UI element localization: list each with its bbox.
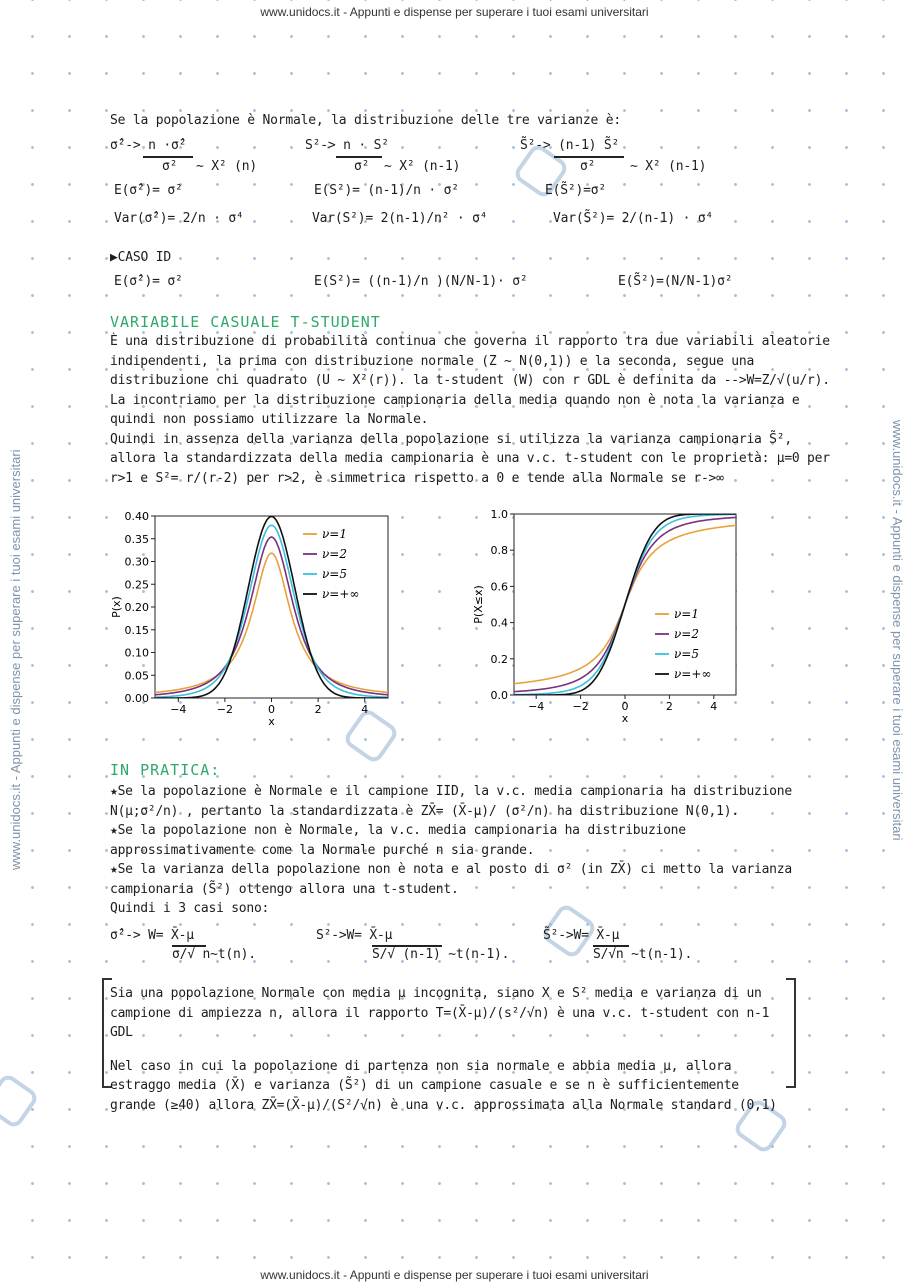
caso-expectation-3: E(S̃²)=(N/N-1)σ² [618, 274, 733, 289]
variance-1-distribution: ~ X² (n) [196, 159, 258, 174]
section-title-tstudent: VARIABILE CASUALE T-STUDENT [110, 313, 381, 331]
legend-entry: ν=+∞ [674, 667, 712, 681]
y-tick-label: 0.05 [124, 669, 149, 683]
y-tick-label: 0.0 [490, 689, 508, 702]
plot-frame [155, 516, 388, 698]
expectation-1: E(σ̂²)= σ² [114, 183, 183, 198]
header-watermark: www.unidocs.it - Appunti e dispense per superare i tuoi esami universitari [260, 5, 649, 19]
y-tick-label: 0.20 [124, 601, 149, 614]
legend-entry: ν=5 [674, 647, 699, 661]
pratica-cases-intro: Quindi i 3 casi sono: [110, 901, 270, 916]
y-tick-label: 0.4 [490, 616, 508, 630]
case-1-denominator: σ/√ n~t(n). [172, 947, 256, 962]
x-tick-label: 4 [361, 703, 369, 716]
y-axis-label: P(x) [110, 596, 123, 618]
variance-1-formula: σ̂²-> n ·σ̂² [110, 138, 187, 153]
case-3-denominator: S̃/√n ~t(n-1). [593, 947, 693, 962]
variance-3-denominator: σ² [580, 159, 596, 174]
x-tick-label: 4 [710, 700, 718, 713]
y-tick-label: 0.00 [124, 692, 149, 705]
y-tick-label: 0.10 [124, 646, 149, 660]
tstudent-paragraph-2: La incontriamo per la distribuzione campionaria della media quando non è nota la varianza e quindi non possiamo utilizzare la Normale. [110, 392, 800, 427]
x-tick-label: 0 [621, 700, 629, 713]
cdf-chart [470, 502, 750, 730]
pratica-body [110, 782, 830, 919]
intro-text: Se la popolazione è Normale, la distribuzione delle tre varianze è: [110, 113, 621, 128]
footer-watermark: www.unidocs.it - Appunti e dispense per superare i tuoi esami universitari [260, 1268, 649, 1282]
legend-entry: ν=1 [322, 527, 347, 541]
variance-1-denominator: σ² [162, 159, 178, 174]
x-tick-label: −2 [572, 700, 589, 713]
x-tick-label: 0 [268, 703, 275, 716]
tstudent-body [110, 332, 830, 488]
case-2-denominator: S/√ (n-1) ~t(n-1). [372, 947, 510, 962]
caso-expectation-1: E(σ̂²)= σ² [114, 274, 183, 289]
pratica-bullet-2: ★Se la popolazione non è Normale, la v.c. media campionaria ha distribuzione approssimativamente come la Normale purché n sia grande. [110, 823, 686, 858]
variance-3-formula: S̃²-> (n-1) S̃² [520, 138, 620, 153]
x-tick-label: −4 [528, 700, 545, 713]
case-2-head: S²->W= X̄-μ [316, 928, 393, 943]
variance-2-denominator: σ² [354, 159, 370, 174]
case-1-head: σ̂²-> W= X̄-μ [110, 928, 194, 943]
x-tick-label: −2 [216, 703, 234, 716]
x-axis-label: x [268, 715, 275, 728]
logo-watermark-icon [0, 1072, 40, 1130]
var-1: Var(σ̂²)= 2/n · σ⁴ [114, 211, 244, 226]
case-3-head: S̃²->W= X̄-μ [543, 928, 620, 943]
y-tick-label: 0.40 [124, 510, 149, 523]
theorem-box-content [110, 984, 790, 1115]
caso-id-label: ▶CASO ID [110, 250, 172, 265]
legend-entry: ν=1 [674, 607, 699, 621]
variance-2-formula: S²-> n · S² [305, 138, 389, 153]
y-tick-label: 0.6 [490, 580, 508, 594]
variance-3-distribution: ~ X² (n-1) [630, 159, 707, 174]
pratica-bullet-1: ★Se la popolazione è Normale e il campione IID, la v.c. media campionaria ha distribuzione N(μ;σ²/n) , pertanto la standardizzata è ZX̄= (X̄-μ)/ (σ²/n) ha distribuzione N(0,1). [110, 784, 792, 819]
variance-2-distribution: ~ X² (n-1) [384, 159, 461, 174]
legend-entry: ν=2 [674, 627, 699, 641]
tstudent-paragraph-3: Quindi in assenza della varianza della popolazione si utilizza la varianza campionaria S̃², allora la standardizzata della media campionaria è una v.c. t-student con le proprietà: μ=0 per r>1 e S²= r/(r-2) per r>2, è simmetrica rispetto a 0 e tende alla Normale se r->∞ [110, 431, 830, 486]
var-3: Var(S̃²)= 2/(n-1) · σ⁴ [553, 211, 714, 226]
legend-entry: ν=5 [322, 567, 347, 581]
x-tick-label: 2 [314, 703, 322, 716]
box-paragraph-2: Nel caso in cui la popolazione di partenza non sia normale e abbia media μ, allora estraggo media (X̄) e varianza (S̃²) di un campione casuale e se n è sufficientemente grande (≥40) allora ZX̄=(X̄-μ)/(S²/√n) è una v.c. approssimata alla Normale standard (0,1) [110, 1058, 777, 1113]
y-tick-label: 0.35 [124, 532, 149, 546]
expectation-2: E(S²)= (n-1)/n · σ² [314, 183, 459, 198]
y-tick-label: 0.25 [124, 578, 149, 592]
y-axis-label: P(X≤x) [472, 585, 485, 624]
box-paragraph-1: Sia una popolazione Normale con media μ incognita, siano X e S² media e varianza di un campione di ampiezza n, allora il rapporto T=(X̄-μ)/(s²/√n) è una v.c. t-student con n-1 GDL [110, 986, 770, 1040]
x-tick-label: −4 [170, 703, 187, 716]
y-tick-label: 0.8 [490, 544, 508, 558]
y-tick-label: 0.30 [124, 555, 149, 569]
side-watermark-right: www.unidocs.it - Appunti e dispense per superare i tuoi esami universitari [890, 420, 905, 841]
y-tick-label: 0.15 [124, 623, 149, 637]
pdf-chart [108, 502, 398, 730]
caso-expectation-2: E(S²)= ((n-1)/n )(N/N-1)· σ² [314, 274, 528, 289]
legend-entry: ν=+∞ [322, 587, 360, 601]
y-tick-label: 0.2 [490, 652, 508, 666]
pratica-bullet-3: ★Se la varianza della popolazione non è nota e al posto di σ² (in ZX̄) ci metto la varianza campionaria (S̃²) ottengo allora una t-student. [110, 862, 792, 897]
y-tick-label: 1.0 [490, 508, 508, 521]
section-title-pratica: IN PRATICA: [110, 761, 221, 779]
expectation-3: E(S̃²)=σ² [545, 183, 607, 198]
var-2: Var(S²)= 2(n-1)/n² · σ⁴ [312, 211, 488, 226]
side-watermark-left: www.unidocs.it - Appunti e dispense per superare i tuoi esami universitari [8, 449, 23, 870]
legend-entry: ν=2 [322, 547, 347, 561]
x-axis-label: x [621, 712, 629, 725]
x-tick-label: 2 [665, 700, 673, 713]
tstudent-paragraph-1: È una distribuzione di probabilità continua che governa il rapporto tra due variabili aleatorie indipendenti, la prima con distribuzione normale (Z ~ N(0,1)) e la seconda, segue una distribuzione chi quadrato (U ~ X²(r)). la t-student (W) con r GDL è definita da -->W=Z/√(u/r). [110, 334, 830, 388]
